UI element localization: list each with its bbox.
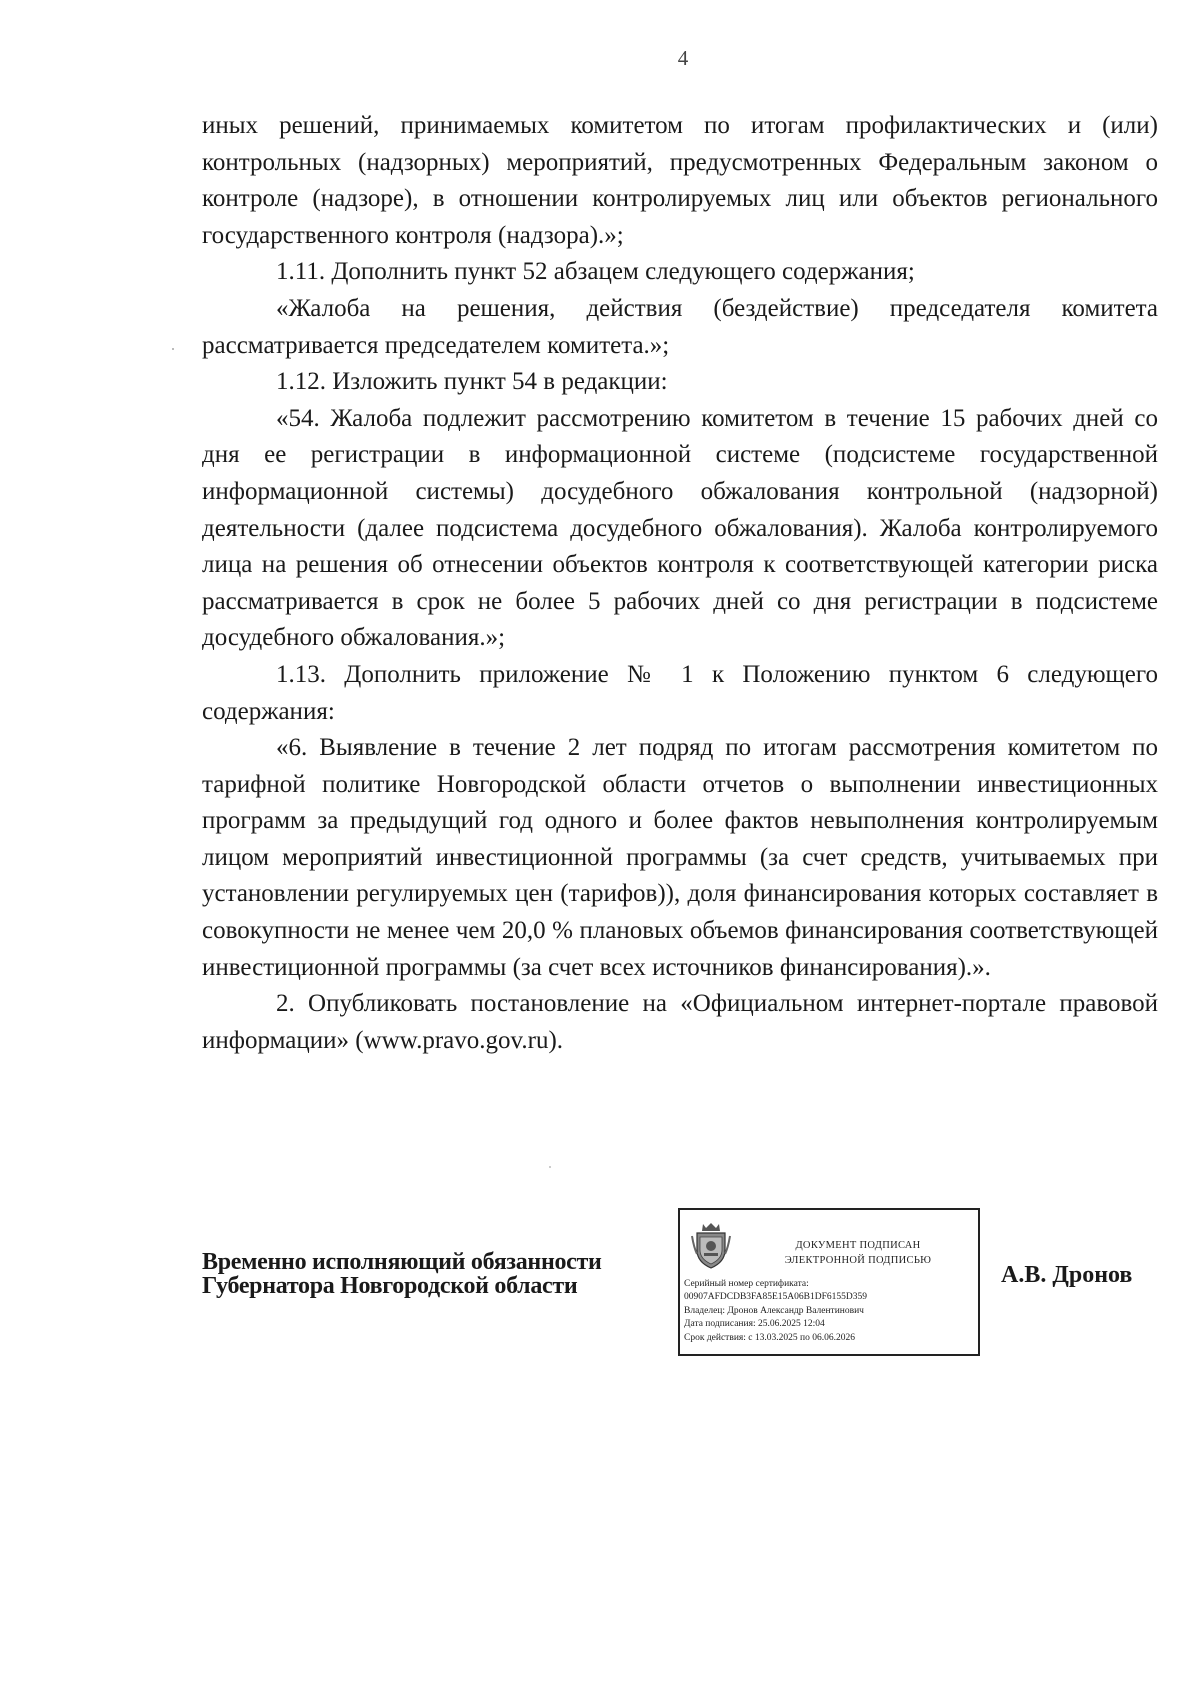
paragraph-clause-2: 2. Опубликовать постановление на «Официальном интернет-портале правовой информации» (www.pravo.gov.ru). [202,990,1158,1054]
stamp-serial-label: Серийный номер сертификата: [684,1279,809,1289]
coat-of-arms-icon [690,1220,732,1270]
paragraph-clause-1-12-quote: «54. Жалоба подлежит рассмотрению комитетом в течение 15 рабочих дней со дня ее регистрации в информационной системе (подсистеме государственной информационной системы) досудебного обжалования контрольной (надзорной) деятельности (далее подсистема досудебного обжалования). Жалоба контролируемого лица на решения об отнесении объектов контроля к соответствующей категории риска рассматривается в срок не более 5 рабочих дней со дня регистрации в подсистеме досудебного обжалования.»; [202,404,1158,652]
stamp-signed-date: Дата подписания: 25.06.2025 12:04 [684,1319,825,1330]
stamp-header [738,1238,978,1268]
stamp-validity: Срок действия: с 13.03.2025 по 06.06.2026 [684,1332,855,1343]
scan-speck [172,348,174,350]
paragraph-clause-1-13: 1.13. Дополнить приложение № 1 к Положению пунктом 6 следующего содержания: [202,660,1158,725]
page-number: 4 [677,46,689,70]
stamp-serial-value: 00907AFDCDB3FA85E15A06B1DF6155D359 [684,1292,867,1303]
paragraph-clause-1-12: 1.12. Изложить пункт 54 в редакции: [276,368,668,396]
stamp-header-line1: ДОКУМЕНТ ПОДПИСАН [795,1240,921,1251]
electronic-signature-stamp [678,1208,980,1356]
signer-title [202,1250,672,1298]
stamp-owner: Владелец: Дронов Александр Валентинович [684,1305,864,1316]
signer-title-line2: Губернатора Новгородской области [202,1273,578,1299]
paragraph-clause-1-11-quote: «Жалоба на решения, действия (бездействие) председателя комитета рассматривается председателем комитета.»; [202,294,1158,359]
scan-speck [549,1166,551,1168]
stamp-header-line2: ЭЛЕКТРОННОЙ ПОДПИСЬЮ [784,1255,932,1266]
document-body [202,108,1158,1059]
paragraph-clause-1-11: 1.11. Дополнить пункт 52 абзацем следующего содержания; [276,258,915,286]
paragraph-clause-1-13-quote: «6. Выявление в течение 2 лет подряд по итогам рассмотрения комитетом по тарифной политике Новгородской области отчетов о выполнении инвестиционных программ за предыдущий год одного и более фактов невыполнения контролируемым лицом мероприятий инвестиционной программы (за счет средств, учитываемых при установлении регулируемых цен (тарифов)), доля финансирования которых составляет в совокупности не менее чем 20,0 % плановых объемов финансирования соответствующей инвестиционной программы (за счет всех источников финансирования).». [202,734,1158,981]
stamp-details [684,1278,867,1345]
signer-title-line1: Временно исполняющий обязанности [202,1249,602,1275]
signature-block [202,1208,1162,1368]
paragraph-continuation: иных решений, принимаемых комитетом по итогам профилактических и (или) контрольных (надзорных) мероприятий, предусмотренных Федеральным законом о контроле (надзоре), в отношении контролируемых лиц или объектов регионального государственного контроля (надзора).»; [202,112,1158,249]
signer-name: А.В. Дронов [1001,1262,1133,1288]
